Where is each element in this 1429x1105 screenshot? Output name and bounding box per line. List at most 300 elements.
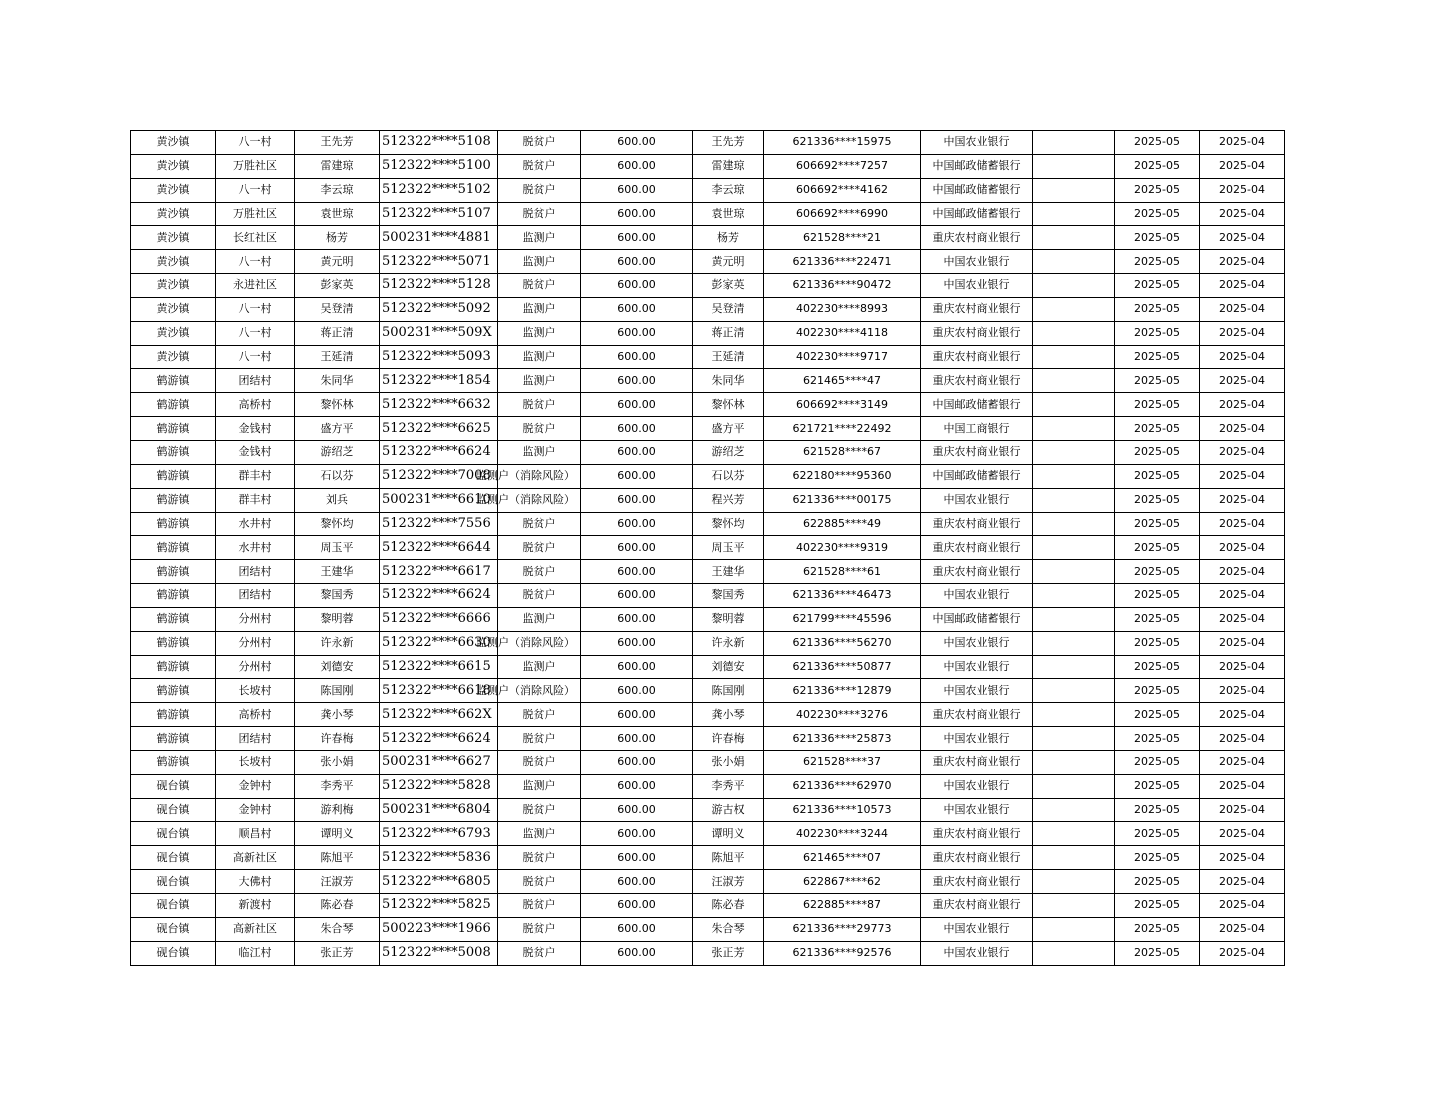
account-number-cell: 622180****95360 bbox=[764, 464, 921, 488]
town-cell: 鹤游镇 bbox=[131, 655, 216, 679]
household-type-cell: 监测户 bbox=[498, 369, 581, 393]
bank-cell: 重庆农村商业银行 bbox=[921, 703, 1033, 727]
account-number-cell: 402230****3244 bbox=[764, 822, 921, 846]
name-cell: 王先芳 bbox=[295, 131, 380, 155]
table-row bbox=[131, 440, 1285, 464]
account-holder-cell: 游绍芝 bbox=[693, 440, 764, 464]
table-row bbox=[131, 321, 1285, 345]
village-cell: 高新社区 bbox=[216, 917, 295, 941]
amount-cell: 600.00 bbox=[581, 631, 693, 655]
account-holder-cell: 刘德安 bbox=[693, 655, 764, 679]
town-cell: 黄沙镇 bbox=[131, 131, 216, 155]
remark-cell bbox=[1033, 512, 1115, 536]
bank-cell: 中国邮政储蓄银行 bbox=[921, 202, 1033, 226]
household-type-cell: 脱贫户 bbox=[498, 274, 581, 298]
account-number-cell: 606692****6990 bbox=[764, 202, 921, 226]
table-row bbox=[131, 750, 1285, 774]
remark-cell bbox=[1033, 274, 1115, 298]
village-cell: 高新社区 bbox=[216, 846, 295, 870]
name-cell: 陈国刚 bbox=[295, 679, 380, 703]
period-cell: 2025-04 bbox=[1200, 321, 1285, 345]
id-number-cell: 512322****662X bbox=[380, 703, 498, 727]
bank-cell: 中国农业银行 bbox=[921, 631, 1033, 655]
remark-cell bbox=[1033, 894, 1115, 918]
table-row bbox=[131, 274, 1285, 298]
pay-month-cell: 2025-05 bbox=[1115, 464, 1200, 488]
village-cell: 临江村 bbox=[216, 941, 295, 965]
subsidy-table bbox=[130, 130, 1285, 966]
household-type-cell: 脱贫户 bbox=[498, 536, 581, 560]
period-cell: 2025-04 bbox=[1200, 560, 1285, 584]
id-number-cell: 512322****6618 bbox=[380, 679, 498, 703]
name-cell: 王建华 bbox=[295, 560, 380, 584]
id-number-cell: 512322****5008 bbox=[380, 941, 498, 965]
household-type-cell: 脱贫户 bbox=[498, 870, 581, 894]
household-type-cell: 脱贫户 bbox=[498, 584, 581, 608]
village-cell: 八一村 bbox=[216, 250, 295, 274]
name-cell: 盛方平 bbox=[295, 417, 380, 441]
town-cell: 黄沙镇 bbox=[131, 202, 216, 226]
bank-cell: 中国农业银行 bbox=[921, 488, 1033, 512]
name-cell: 王延清 bbox=[295, 345, 380, 369]
amount-cell: 600.00 bbox=[581, 250, 693, 274]
name-cell: 雷建琼 bbox=[295, 154, 380, 178]
account-holder-cell: 陈旭平 bbox=[693, 846, 764, 870]
account-holder-cell: 游古权 bbox=[693, 798, 764, 822]
id-number-cell: 512322****6805 bbox=[380, 870, 498, 894]
household-type-cell: 监测户 bbox=[498, 250, 581, 274]
bank-cell: 重庆农村商业银行 bbox=[921, 846, 1033, 870]
table-row bbox=[131, 870, 1285, 894]
bank-cell: 中国农业银行 bbox=[921, 655, 1033, 679]
name-cell: 陈必春 bbox=[295, 894, 380, 918]
table-row bbox=[131, 584, 1285, 608]
name-cell: 石以芬 bbox=[295, 464, 380, 488]
id-number-cell: 512322****5836 bbox=[380, 846, 498, 870]
pay-month-cell: 2025-05 bbox=[1115, 202, 1200, 226]
period-cell: 2025-04 bbox=[1200, 750, 1285, 774]
village-cell: 八一村 bbox=[216, 345, 295, 369]
account-holder-cell: 黎国秀 bbox=[693, 584, 764, 608]
account-number-cell: 606692****7257 bbox=[764, 154, 921, 178]
household-type-cell: 监测户 bbox=[498, 440, 581, 464]
village-cell: 高桥村 bbox=[216, 393, 295, 417]
account-holder-cell: 袁世琼 bbox=[693, 202, 764, 226]
village-cell: 万胜社区 bbox=[216, 154, 295, 178]
pay-month-cell: 2025-05 bbox=[1115, 178, 1200, 202]
bank-cell: 中国工商银行 bbox=[921, 417, 1033, 441]
village-cell: 金钱村 bbox=[216, 440, 295, 464]
account-holder-cell: 龚小琴 bbox=[693, 703, 764, 727]
amount-cell: 600.00 bbox=[581, 560, 693, 584]
town-cell: 鹤游镇 bbox=[131, 607, 216, 631]
amount-cell: 600.00 bbox=[581, 440, 693, 464]
bank-cell: 重庆农村商业银行 bbox=[921, 226, 1033, 250]
remark-cell bbox=[1033, 250, 1115, 274]
village-cell: 长坡村 bbox=[216, 750, 295, 774]
name-cell: 黎国秀 bbox=[295, 584, 380, 608]
table-row bbox=[131, 178, 1285, 202]
account-number-cell: 621336****15975 bbox=[764, 131, 921, 155]
period-cell: 2025-04 bbox=[1200, 584, 1285, 608]
account-number-cell: 621336****90472 bbox=[764, 274, 921, 298]
bank-cell: 中国农业银行 bbox=[921, 727, 1033, 751]
account-number-cell: 621336****62970 bbox=[764, 774, 921, 798]
pay-month-cell: 2025-05 bbox=[1115, 941, 1200, 965]
name-cell: 李云琼 bbox=[295, 178, 380, 202]
remark-cell bbox=[1033, 393, 1115, 417]
account-number-cell: 621336****10573 bbox=[764, 798, 921, 822]
pay-month-cell: 2025-05 bbox=[1115, 607, 1200, 631]
table-row bbox=[131, 369, 1285, 393]
account-holder-cell: 李云琼 bbox=[693, 178, 764, 202]
account-number-cell: 622885****49 bbox=[764, 512, 921, 536]
bank-cell: 中国农业银行 bbox=[921, 131, 1033, 155]
town-cell: 砚台镇 bbox=[131, 846, 216, 870]
remark-cell bbox=[1033, 464, 1115, 488]
name-cell: 杨芳 bbox=[295, 226, 380, 250]
village-cell: 永进社区 bbox=[216, 274, 295, 298]
town-cell: 鹤游镇 bbox=[131, 536, 216, 560]
id-number-cell: 512322****5102 bbox=[380, 178, 498, 202]
amount-cell: 600.00 bbox=[581, 202, 693, 226]
id-number-cell: 512322****1854 bbox=[380, 369, 498, 393]
bank-cell: 重庆农村商业银行 bbox=[921, 894, 1033, 918]
id-number-cell: 512322****5128 bbox=[380, 274, 498, 298]
remark-cell bbox=[1033, 154, 1115, 178]
town-cell: 砚台镇 bbox=[131, 798, 216, 822]
amount-cell: 600.00 bbox=[581, 178, 693, 202]
village-cell: 八一村 bbox=[216, 131, 295, 155]
pay-month-cell: 2025-05 bbox=[1115, 631, 1200, 655]
id-number-cell: 512322****5108 bbox=[380, 131, 498, 155]
amount-cell: 600.00 bbox=[581, 488, 693, 512]
bank-cell: 重庆农村商业银行 bbox=[921, 297, 1033, 321]
id-number-cell: 500231****6610 bbox=[380, 488, 498, 512]
account-holder-cell: 张正芳 bbox=[693, 941, 764, 965]
amount-cell: 600.00 bbox=[581, 846, 693, 870]
amount-cell: 600.00 bbox=[581, 274, 693, 298]
household-type-cell: 监测户 bbox=[498, 822, 581, 846]
village-cell: 八一村 bbox=[216, 178, 295, 202]
village-cell: 金钱村 bbox=[216, 417, 295, 441]
amount-cell: 600.00 bbox=[581, 941, 693, 965]
bank-cell: 重庆农村商业银行 bbox=[921, 321, 1033, 345]
period-cell: 2025-04 bbox=[1200, 154, 1285, 178]
pay-month-cell: 2025-05 bbox=[1115, 870, 1200, 894]
remark-cell bbox=[1033, 870, 1115, 894]
id-number-cell: 512322****6793 bbox=[380, 822, 498, 846]
account-holder-cell: 黎怀均 bbox=[693, 512, 764, 536]
table-row bbox=[131, 512, 1285, 536]
pay-month-cell: 2025-05 bbox=[1115, 727, 1200, 751]
table-row bbox=[131, 679, 1285, 703]
name-cell: 刘德安 bbox=[295, 655, 380, 679]
remark-cell bbox=[1033, 488, 1115, 512]
amount-cell: 600.00 bbox=[581, 226, 693, 250]
amount-cell: 600.00 bbox=[581, 154, 693, 178]
pay-month-cell: 2025-05 bbox=[1115, 822, 1200, 846]
account-holder-cell: 汪淑芳 bbox=[693, 870, 764, 894]
remark-cell bbox=[1033, 822, 1115, 846]
pay-month-cell: 2025-05 bbox=[1115, 274, 1200, 298]
bank-cell: 重庆农村商业银行 bbox=[921, 560, 1033, 584]
period-cell: 2025-04 bbox=[1200, 202, 1285, 226]
name-cell: 蒋正清 bbox=[295, 321, 380, 345]
account-number-cell: 621528****21 bbox=[764, 226, 921, 250]
village-cell: 分州村 bbox=[216, 655, 295, 679]
town-cell: 鹤游镇 bbox=[131, 631, 216, 655]
household-type-cell: 监测户 bbox=[498, 226, 581, 250]
bank-cell: 中国农业银行 bbox=[921, 679, 1033, 703]
village-cell: 团结村 bbox=[216, 560, 295, 584]
remark-cell bbox=[1033, 297, 1115, 321]
amount-cell: 600.00 bbox=[581, 345, 693, 369]
bank-cell: 中国农业银行 bbox=[921, 917, 1033, 941]
name-cell: 李秀平 bbox=[295, 774, 380, 798]
period-cell: 2025-04 bbox=[1200, 894, 1285, 918]
household-type-cell: 脱贫户 bbox=[498, 417, 581, 441]
town-cell: 鹤游镇 bbox=[131, 417, 216, 441]
account-number-cell: 621336****22471 bbox=[764, 250, 921, 274]
remark-cell bbox=[1033, 846, 1115, 870]
id-number-cell: 512322****6632 bbox=[380, 393, 498, 417]
account-number-cell: 621336****56270 bbox=[764, 631, 921, 655]
id-number-cell: 512322****6624 bbox=[380, 584, 498, 608]
id-number-cell: 512322****5092 bbox=[380, 297, 498, 321]
account-holder-cell: 李秀平 bbox=[693, 774, 764, 798]
town-cell: 黄沙镇 bbox=[131, 226, 216, 250]
id-number-cell: 512322****5825 bbox=[380, 894, 498, 918]
remark-cell bbox=[1033, 941, 1115, 965]
amount-cell: 600.00 bbox=[581, 917, 693, 941]
id-number-cell: 512322****5071 bbox=[380, 250, 498, 274]
town-cell: 鹤游镇 bbox=[131, 440, 216, 464]
pay-month-cell: 2025-05 bbox=[1115, 774, 1200, 798]
pay-month-cell: 2025-05 bbox=[1115, 345, 1200, 369]
id-number-cell: 512322****6617 bbox=[380, 560, 498, 584]
account-holder-cell: 杨芳 bbox=[693, 226, 764, 250]
period-cell: 2025-04 bbox=[1200, 774, 1285, 798]
period-cell: 2025-04 bbox=[1200, 440, 1285, 464]
household-type-cell: 脱贫户 bbox=[498, 154, 581, 178]
remark-cell bbox=[1033, 679, 1115, 703]
village-cell: 新渡村 bbox=[216, 894, 295, 918]
village-cell: 团结村 bbox=[216, 369, 295, 393]
account-holder-cell: 张小娟 bbox=[693, 750, 764, 774]
town-cell: 鹤游镇 bbox=[131, 584, 216, 608]
id-number-cell: 512322****6666 bbox=[380, 607, 498, 631]
household-type-cell: 脱贫户 bbox=[498, 894, 581, 918]
bank-cell: 中国邮政储蓄银行 bbox=[921, 154, 1033, 178]
id-number-cell: 512322****6644 bbox=[380, 536, 498, 560]
account-number-cell: 621721****22492 bbox=[764, 417, 921, 441]
amount-cell: 600.00 bbox=[581, 822, 693, 846]
account-number-cell: 621336****29773 bbox=[764, 917, 921, 941]
remark-cell bbox=[1033, 917, 1115, 941]
period-cell: 2025-04 bbox=[1200, 131, 1285, 155]
village-cell: 分州村 bbox=[216, 631, 295, 655]
table-row bbox=[131, 727, 1285, 751]
table-row bbox=[131, 488, 1285, 512]
bank-cell: 中国邮政储蓄银行 bbox=[921, 464, 1033, 488]
amount-cell: 600.00 bbox=[581, 369, 693, 393]
household-type-cell: 监测户 bbox=[498, 321, 581, 345]
household-type-cell: 监测户 bbox=[498, 655, 581, 679]
village-cell: 水井村 bbox=[216, 512, 295, 536]
pay-month-cell: 2025-05 bbox=[1115, 154, 1200, 178]
bank-cell: 重庆农村商业银行 bbox=[921, 822, 1033, 846]
account-number-cell: 621465****47 bbox=[764, 369, 921, 393]
amount-cell: 600.00 bbox=[581, 512, 693, 536]
town-cell: 鹤游镇 bbox=[131, 393, 216, 417]
name-cell: 游利梅 bbox=[295, 798, 380, 822]
remark-cell bbox=[1033, 536, 1115, 560]
id-number-cell: 512322****7008 bbox=[380, 464, 498, 488]
period-cell: 2025-04 bbox=[1200, 727, 1285, 751]
pay-month-cell: 2025-05 bbox=[1115, 321, 1200, 345]
account-number-cell: 621336****46473 bbox=[764, 584, 921, 608]
amount-cell: 600.00 bbox=[581, 679, 693, 703]
town-cell: 黄沙镇 bbox=[131, 154, 216, 178]
town-cell: 黄沙镇 bbox=[131, 250, 216, 274]
pay-month-cell: 2025-05 bbox=[1115, 917, 1200, 941]
remark-cell bbox=[1033, 417, 1115, 441]
town-cell: 鹤游镇 bbox=[131, 512, 216, 536]
name-cell: 黎明蓉 bbox=[295, 607, 380, 631]
account-holder-cell: 王建华 bbox=[693, 560, 764, 584]
id-number-cell: 512322****6625 bbox=[380, 417, 498, 441]
table-row bbox=[131, 154, 1285, 178]
account-number-cell: 402230****4118 bbox=[764, 321, 921, 345]
bank-cell: 重庆农村商业银行 bbox=[921, 750, 1033, 774]
remark-cell bbox=[1033, 774, 1115, 798]
account-holder-cell: 盛方平 bbox=[693, 417, 764, 441]
amount-cell: 600.00 bbox=[581, 584, 693, 608]
town-cell: 砚台镇 bbox=[131, 822, 216, 846]
id-number-cell: 512322****6624 bbox=[380, 727, 498, 751]
pay-month-cell: 2025-05 bbox=[1115, 584, 1200, 608]
table-row bbox=[131, 202, 1285, 226]
name-cell: 汪淑芳 bbox=[295, 870, 380, 894]
period-cell: 2025-04 bbox=[1200, 250, 1285, 274]
pay-month-cell: 2025-05 bbox=[1115, 250, 1200, 274]
account-holder-cell: 朱同华 bbox=[693, 369, 764, 393]
town-cell: 鹤游镇 bbox=[131, 464, 216, 488]
village-cell: 分州村 bbox=[216, 607, 295, 631]
remark-cell bbox=[1033, 655, 1115, 679]
village-cell: 高桥村 bbox=[216, 703, 295, 727]
account-number-cell: 621336****50877 bbox=[764, 655, 921, 679]
table-row bbox=[131, 297, 1285, 321]
name-cell: 周玉平 bbox=[295, 536, 380, 560]
remark-cell bbox=[1033, 345, 1115, 369]
amount-cell: 600.00 bbox=[581, 750, 693, 774]
id-number-cell: 500231****6804 bbox=[380, 798, 498, 822]
id-number-cell: 500223****1966 bbox=[380, 917, 498, 941]
period-cell: 2025-04 bbox=[1200, 274, 1285, 298]
id-number-cell: 512322****6615 bbox=[380, 655, 498, 679]
name-cell: 许永新 bbox=[295, 631, 380, 655]
id-number-cell: 512322****6630 bbox=[380, 631, 498, 655]
period-cell: 2025-04 bbox=[1200, 488, 1285, 512]
account-holder-cell: 程兴芳 bbox=[693, 488, 764, 512]
village-cell: 万胜社区 bbox=[216, 202, 295, 226]
town-cell: 黄沙镇 bbox=[131, 345, 216, 369]
pay-month-cell: 2025-05 bbox=[1115, 798, 1200, 822]
town-cell: 鹤游镇 bbox=[131, 369, 216, 393]
amount-cell: 600.00 bbox=[581, 655, 693, 679]
id-number-cell: 512322****5107 bbox=[380, 202, 498, 226]
town-cell: 鹤游镇 bbox=[131, 560, 216, 584]
account-holder-cell: 黄元明 bbox=[693, 250, 764, 274]
account-holder-cell: 蒋正清 bbox=[693, 321, 764, 345]
period-cell: 2025-04 bbox=[1200, 345, 1285, 369]
account-number-cell: 606692****3149 bbox=[764, 393, 921, 417]
bank-cell: 中国农业银行 bbox=[921, 274, 1033, 298]
account-holder-cell: 周玉平 bbox=[693, 536, 764, 560]
table-row bbox=[131, 345, 1285, 369]
name-cell: 吴登清 bbox=[295, 297, 380, 321]
table-row bbox=[131, 464, 1285, 488]
town-cell: 黄沙镇 bbox=[131, 297, 216, 321]
village-cell: 顺昌村 bbox=[216, 822, 295, 846]
amount-cell: 600.00 bbox=[581, 536, 693, 560]
pay-month-cell: 2025-05 bbox=[1115, 536, 1200, 560]
remark-cell bbox=[1033, 727, 1115, 751]
household-type-cell: 脱贫户 bbox=[498, 178, 581, 202]
period-cell: 2025-04 bbox=[1200, 917, 1285, 941]
id-number-cell: 512322****5100 bbox=[380, 154, 498, 178]
remark-cell bbox=[1033, 607, 1115, 631]
account-holder-cell: 彭家英 bbox=[693, 274, 764, 298]
table-row bbox=[131, 226, 1285, 250]
bank-cell: 中国邮政储蓄银行 bbox=[921, 178, 1033, 202]
household-type-cell: 脱贫户 bbox=[498, 512, 581, 536]
bank-cell: 中国农业银行 bbox=[921, 250, 1033, 274]
account-holder-cell: 黎怀林 bbox=[693, 393, 764, 417]
id-number-cell: 500231****4881 bbox=[380, 226, 498, 250]
village-cell: 八一村 bbox=[216, 321, 295, 345]
id-number-cell: 512322****5093 bbox=[380, 345, 498, 369]
table-row bbox=[131, 560, 1285, 584]
account-number-cell: 621528****67 bbox=[764, 440, 921, 464]
town-cell: 砚台镇 bbox=[131, 941, 216, 965]
remark-cell bbox=[1033, 131, 1115, 155]
village-cell: 水井村 bbox=[216, 536, 295, 560]
town-cell: 鹤游镇 bbox=[131, 703, 216, 727]
pay-month-cell: 2025-05 bbox=[1115, 560, 1200, 584]
table-row bbox=[131, 536, 1285, 560]
account-number-cell: 622885****87 bbox=[764, 894, 921, 918]
period-cell: 2025-04 bbox=[1200, 822, 1285, 846]
period-cell: 2025-04 bbox=[1200, 679, 1285, 703]
table-row bbox=[131, 846, 1285, 870]
remark-cell bbox=[1033, 178, 1115, 202]
account-holder-cell: 雷建琼 bbox=[693, 154, 764, 178]
household-type-cell: 脱贫户 bbox=[498, 727, 581, 751]
remark-cell bbox=[1033, 321, 1115, 345]
bank-cell: 中国农业银行 bbox=[921, 774, 1033, 798]
name-cell: 游绍芝 bbox=[295, 440, 380, 464]
account-holder-cell: 王延清 bbox=[693, 345, 764, 369]
name-cell: 黄元明 bbox=[295, 250, 380, 274]
village-cell: 群丰村 bbox=[216, 464, 295, 488]
account-number-cell: 621336****00175 bbox=[764, 488, 921, 512]
pay-month-cell: 2025-05 bbox=[1115, 488, 1200, 512]
amount-cell: 600.00 bbox=[581, 727, 693, 751]
period-cell: 2025-04 bbox=[1200, 297, 1285, 321]
